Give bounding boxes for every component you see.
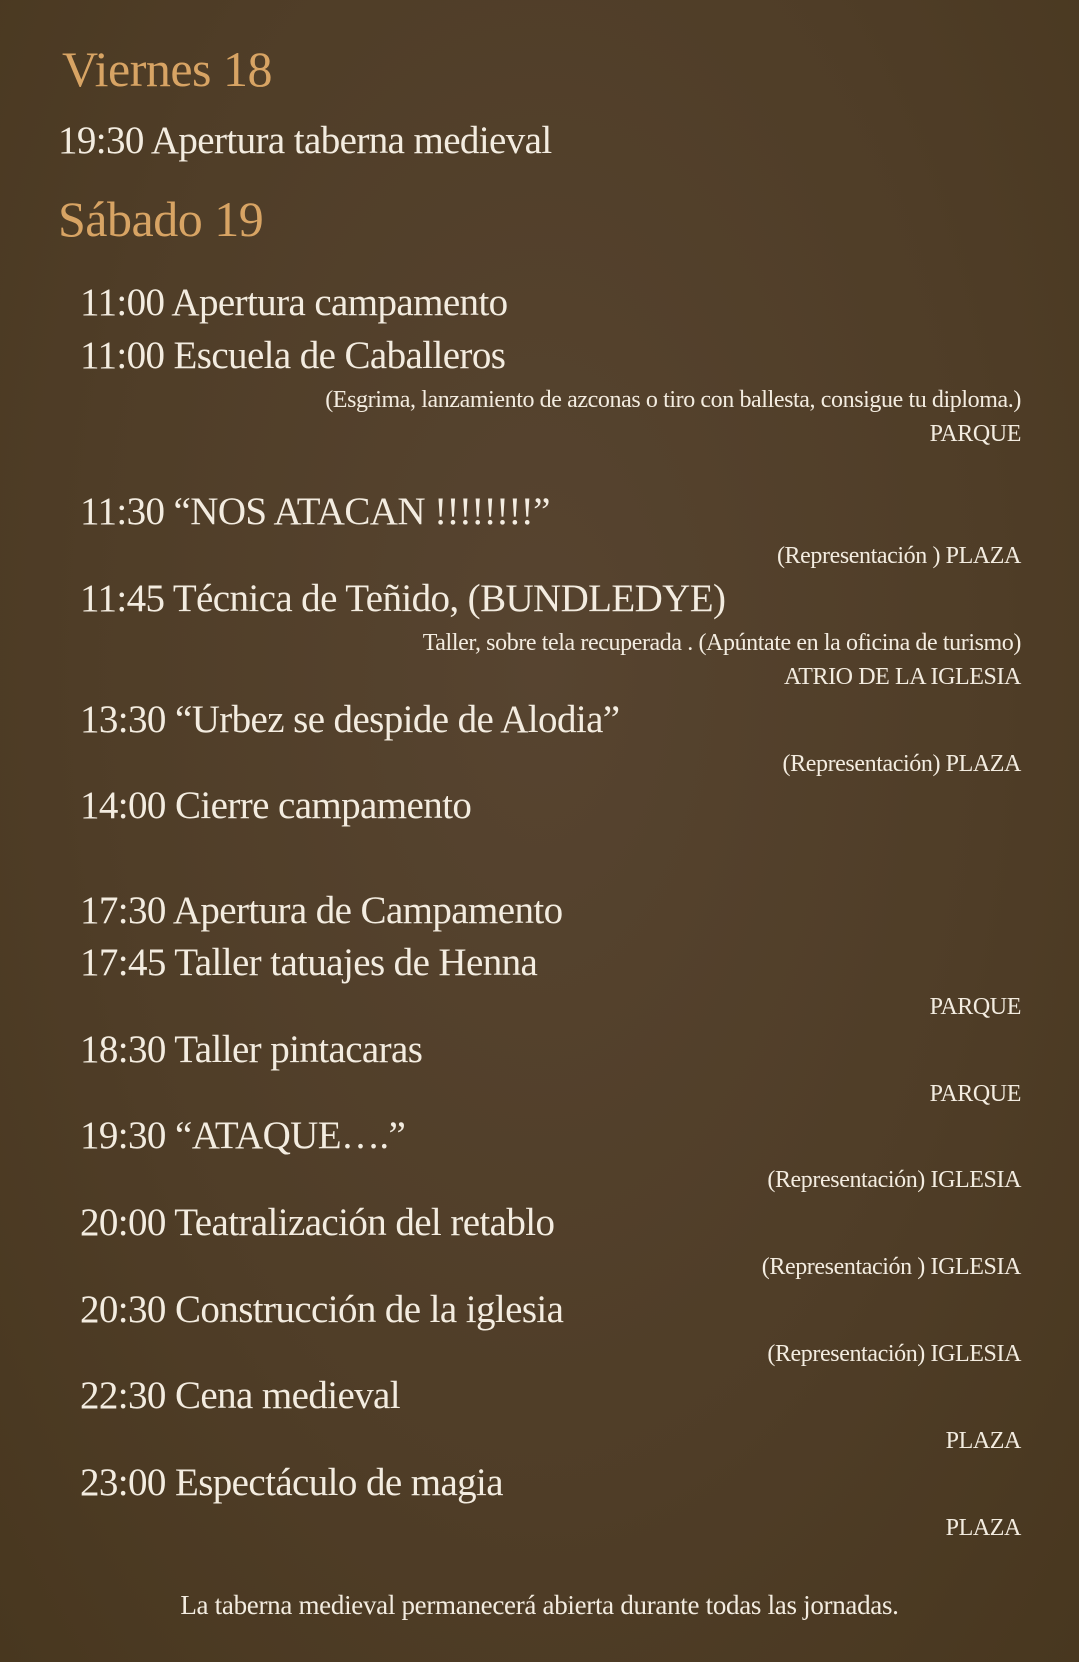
- event-cierre-campamento: 14:00 Cierre campamento: [80, 784, 472, 827]
- event-apertura-campamento: 11:00 Apertura campamento: [80, 281, 508, 324]
- event-cena-medieval-location: PLAZA: [945, 1428, 1021, 1454]
- event-nos-atacan-location: (Representación ) PLAZA: [776, 543, 1021, 569]
- event-tatuajes-henna: 17:45 Taller tatuajes de Henna: [80, 941, 538, 984]
- event-construccion-iglesia-location: (Representación) IGLESIA: [767, 1341, 1021, 1367]
- event-pintacaras: 18:30 Taller pintacaras: [80, 1028, 423, 1071]
- event-urbez-alodia-location: (Representación) PLAZA: [782, 751, 1021, 777]
- event-escuela-caballeros: 11:00 Escuela de Caballeros: [80, 334, 506, 377]
- event-nos-atacan: 11:30 “NOS ATACAN !!!!!!!!”: [80, 490, 550, 533]
- event-apertura-de-campamento: 17:30 Apertura de Campamento: [80, 889, 563, 932]
- event-escuela-caballeros-location: PARQUE: [929, 421, 1021, 447]
- event-espectaculo-magia: 23:00 Espectáculo de magia: [80, 1461, 503, 1504]
- event-cena-medieval: 22:30 Cena medieval: [80, 1374, 401, 1417]
- event-teatralizacion-retablo: 20:00 Teatralización del retablo: [80, 1201, 555, 1244]
- event-viernes-taberna: 19:30 Apertura taberna medieval: [58, 119, 552, 162]
- day-heading-sabado: Sábado 19: [58, 191, 264, 247]
- event-urbez-alodia: 13:30 “Urbez se despide de Alodia”: [80, 698, 620, 741]
- day-heading-viernes: Viernes 18: [62, 41, 272, 97]
- event-teatralizacion-retablo-location: (Representación ) IGLESIA: [761, 1254, 1021, 1280]
- event-espectaculo-magia-location: PLAZA: [945, 1515, 1021, 1541]
- event-tecnica-tenido-description: Taller, sobre tela recuperada . (Apúntate en la oficina de turismo): [422, 630, 1021, 656]
- event-tatuajes-henna-location: PARQUE: [929, 994, 1021, 1020]
- event-pintacaras-location: PARQUE: [929, 1081, 1021, 1107]
- event-ataque-location: (Representación) IGLESIA: [767, 1167, 1021, 1193]
- event-tecnica-tenido-location: ATRIO DE LA IGLESIA: [783, 664, 1021, 690]
- event-construccion-iglesia: 20:30 Construcción de la iglesia: [80, 1288, 564, 1331]
- event-escuela-caballeros-description: (Esgrima, lanzamiento de azconas o tiro con ballesta, consigue tu diploma.): [325, 387, 1021, 413]
- event-tecnica-tenido: 11:45 Técnica de Teñido, (BUNDLEDYE): [80, 577, 726, 620]
- event-ataque: 19:30 “ATAQUE….”: [80, 1114, 406, 1157]
- footer-note: La taberna medieval permanecerá abierta durante todas las jornadas.: [180, 1590, 899, 1620]
